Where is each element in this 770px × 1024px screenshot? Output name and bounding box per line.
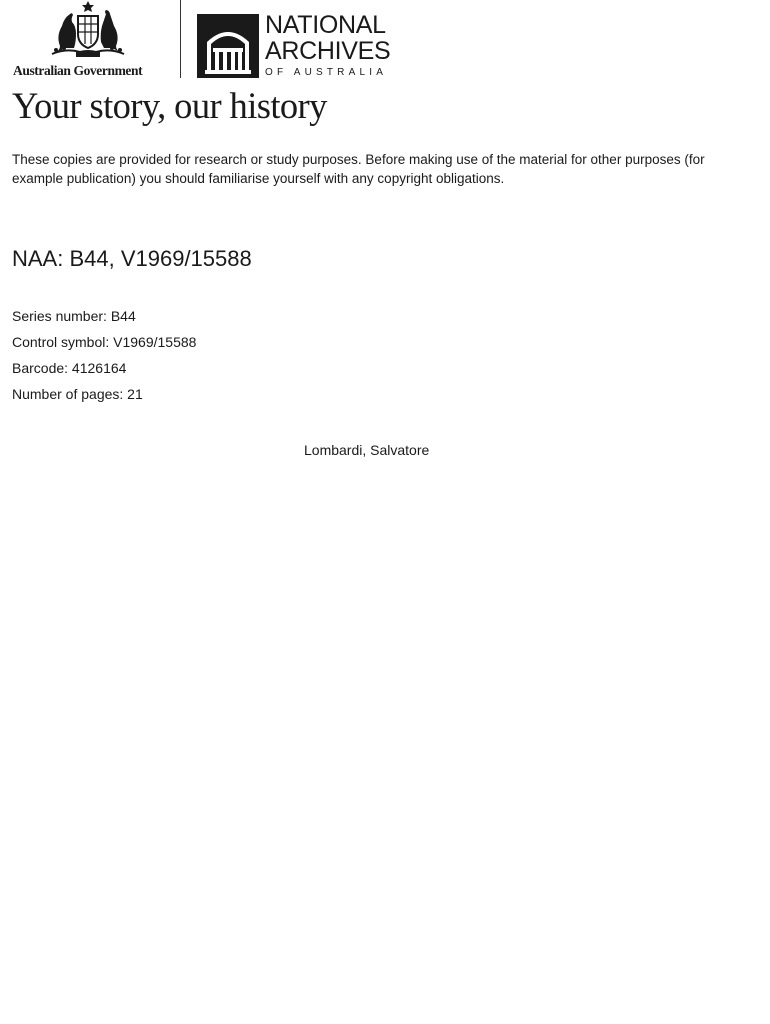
barcode: Barcode: 4126164 <box>12 360 127 376</box>
naa-wordmark <box>265 12 390 80</box>
naa-wordmark-line1: NATIONAL <box>265 11 386 39</box>
page-header <box>0 0 770 84</box>
record-title: NAA: B44, V1969/15588 <box>12 246 252 271</box>
record-subject: Lombardi, Salvatore <box>304 442 430 458</box>
government-branding <box>12 0 172 82</box>
naa-building-icon <box>197 14 259 78</box>
naa-wordmark-line3: OF AUSTRALIA <box>265 67 388 78</box>
coat-of-arms-icon <box>46 0 130 60</box>
record-metadata <box>12 303 196 407</box>
copyright-disclaimer: These copies are provided for research or study purposes. Before making use of the material for other purposes (for example publication) you should familiarise yourself with any copyright obligations. <box>12 152 705 186</box>
page-count: Number of pages: 21 <box>12 386 143 402</box>
tagline: Your story, our history <box>12 85 327 126</box>
header-divider <box>180 0 181 78</box>
naa-wordmark-line2: ARCHIVES <box>265 37 391 65</box>
control-symbol: Control symbol: V1969/15588 <box>12 334 197 350</box>
series-number: Series number: B44 <box>12 308 136 324</box>
government-name: Australian Government <box>13 63 143 78</box>
